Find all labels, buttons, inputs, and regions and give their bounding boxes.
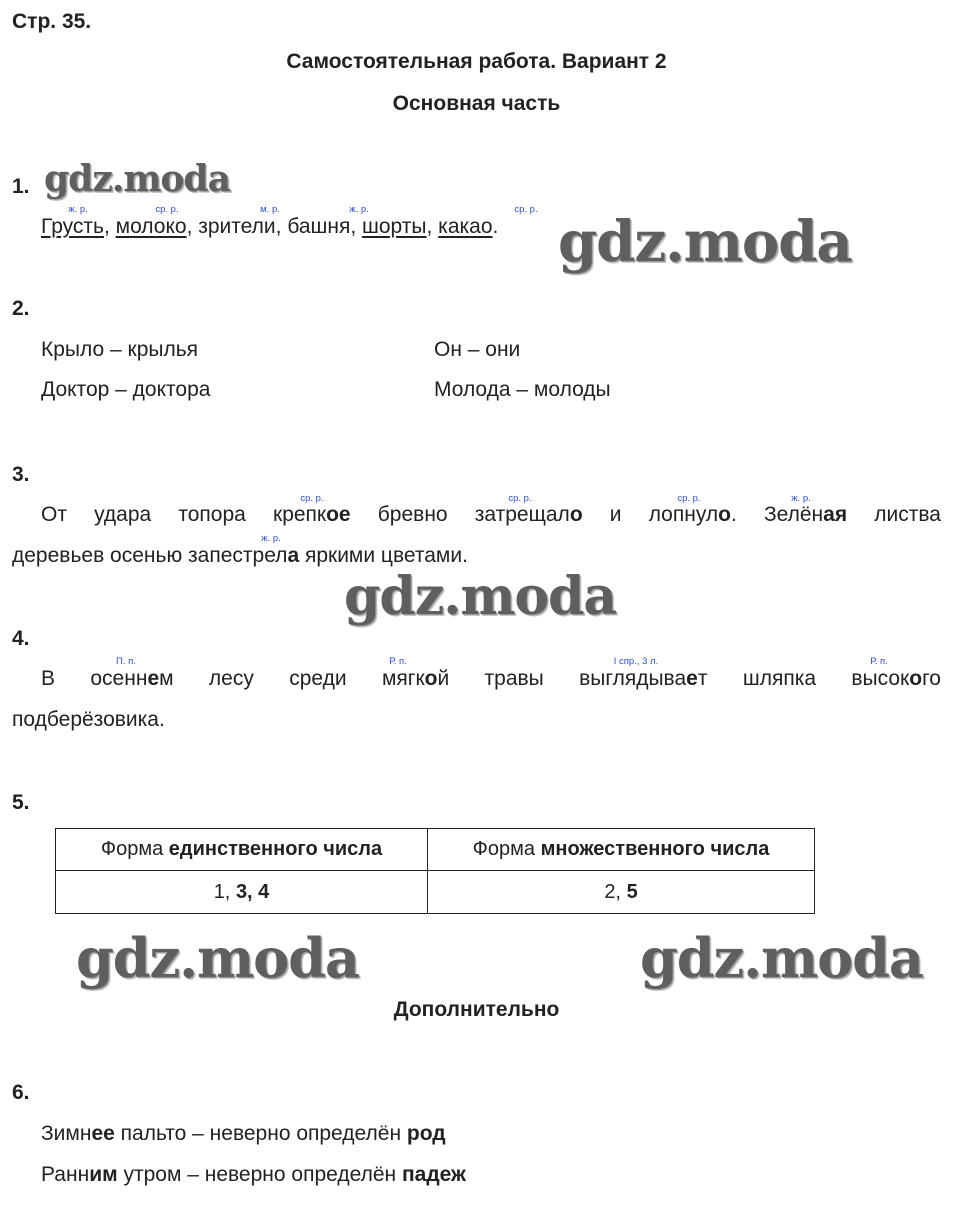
gender-tag: ж. р. (791, 493, 811, 504)
noun-word: Грусть (41, 215, 104, 238)
task-2-number: 2. (12, 297, 30, 320)
task-4-line-1 (41, 667, 941, 691)
watermark: gdz.moda (344, 566, 617, 627)
word: крепкое (273, 503, 351, 526)
separator: , (103, 215, 116, 238)
cell-plural: 2, 5 (428, 871, 815, 914)
word: бревно (377, 503, 448, 526)
gender-tag: ср. р. (300, 493, 324, 504)
gender-tag: ж. р. (68, 204, 88, 215)
case-tag: Р. п. (389, 656, 407, 667)
word: От (41, 503, 67, 526)
word: затрещало (474, 503, 583, 526)
header-plural: Форма множественного числа (428, 829, 815, 871)
gender-tag: ж. р. (261, 533, 281, 544)
word: лопнуло. (648, 503, 737, 526)
task-6-row-2: Ранним утром – неверно определён падеж (41, 1163, 466, 1186)
task-6-row-1: Зимнее пальто – неверно определён род (41, 1122, 446, 1145)
watermark: gdz.moda (44, 158, 230, 200)
noun-word: шорты (362, 215, 427, 238)
case-tag: П. п. (116, 656, 136, 667)
word-pair: Доктор – доктора (41, 378, 211, 401)
table-header-row (56, 829, 815, 871)
gender-tag: ж. р. (349, 204, 369, 215)
word: травы (484, 667, 544, 690)
word: В (41, 667, 56, 690)
task-3-number: 3. (12, 463, 30, 486)
word: мягкой (381, 667, 450, 690)
task-1-sentence (41, 215, 498, 239)
gender-tag: м. р. (260, 204, 280, 215)
word: лесу (208, 667, 254, 690)
sentence-end: . (492, 215, 499, 238)
word: удара (94, 503, 152, 526)
number-form-table (55, 828, 815, 914)
task-5-number: 5. (12, 791, 30, 814)
gender-tag: ср. р. (677, 493, 701, 504)
word: среди (289, 667, 347, 690)
gender-tag: ср. р. (514, 204, 538, 215)
task-1-number: 1. (12, 175, 30, 198)
separator: , (275, 215, 288, 238)
noun-word: молоко (115, 215, 187, 238)
word-pair: Он – они (434, 338, 521, 361)
page-title: Самостоятельная работа. Вариант 2 (286, 50, 667, 73)
separator: , (426, 215, 439, 238)
cell-singular: 1, 3, 4 (56, 871, 428, 914)
watermark: gdz.moda (558, 209, 852, 275)
noun-word: башня (287, 215, 351, 238)
word: листва (874, 503, 941, 526)
word: топора (178, 503, 246, 526)
separator: , (186, 215, 199, 238)
word: шляпка (742, 667, 817, 690)
gender-tag: ср. р. (508, 493, 532, 504)
section-main-heading: Основная часть (392, 92, 561, 115)
word: осеннем (90, 667, 174, 690)
word: выглядывает (579, 667, 708, 690)
task-4-number: 4. (12, 627, 30, 650)
task-3-line-2: деревьев осенью запестрела яркими цветами. (12, 544, 468, 567)
task-3-line-1 (41, 503, 941, 527)
conjugation-tag: I спр., 3 л. (613, 656, 659, 667)
table-row (56, 871, 815, 914)
separator: , (350, 215, 363, 238)
word: высокого (851, 667, 941, 690)
word-pair: Крыло – крылья (41, 338, 199, 361)
task-6-number: 6. (12, 1081, 30, 1104)
page-number: Стр. 35. (12, 10, 92, 33)
word: Зелёная (763, 503, 848, 526)
watermark: gdz.moda (640, 926, 923, 990)
case-tag: Р. п. (870, 656, 888, 667)
task-4-line-2: подберёзовика. (12, 708, 165, 731)
noun-word: какао (438, 215, 493, 238)
watermark: gdz.moda (76, 926, 359, 990)
section-extra-heading: Дополнительно (393, 998, 560, 1021)
word: и (609, 503, 622, 526)
gender-tag: ср. р. (155, 204, 179, 215)
word-pair: Молода – молоды (434, 378, 611, 401)
noun-word: зрители (198, 215, 276, 238)
header-singular: Форма единственного числа (56, 829, 428, 871)
